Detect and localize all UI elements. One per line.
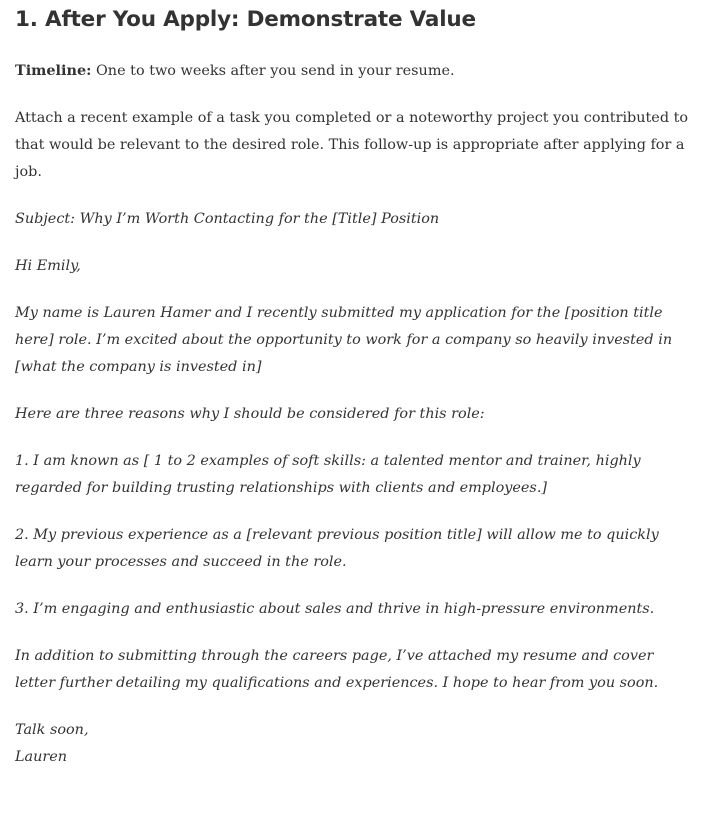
email-greeting: Hi Emily,: [15, 258, 81, 274]
article-section: [15, 6, 691, 771]
email-paragraph-intro: My name is Lauren Hamer and I recently submitted my application for the [position title here] role. I’m excited about the opportunity to work for a company so heavily invested in [what the company is invested in]: [15, 305, 673, 375]
email-signoff: Talk soon,: [15, 722, 89, 738]
reason-item-1: 1. I am known as [ 1 to 2 examples of soft skills: a talented mentor and trainer, highly regarded for building trusting relationships with clients and employees.]: [15, 453, 641, 496]
reason-item-3: 3. I’m engaging and enthusiastic about sales and thrive in high-pressure environments.: [15, 601, 655, 617]
reasons-intro: Here are three reasons why I should be considered for this role:: [15, 406, 485, 422]
timeline-text: One to two weeks after you send in your resume.: [91, 63, 455, 79]
email-subject: Subject: Why I’m Worth Contacting for the [Title] Position: [15, 211, 440, 227]
email-closing-paragraph: In addition to submitting through the careers page, I’ve attached my resume and cover letter further detailing my qualifications and experiences. I hope to hear from you soon.: [15, 648, 659, 691]
email-signoff-block: [15, 717, 691, 771]
section-heading: 1. After You Apply: Demonstrate Value: [15, 7, 476, 32]
timeline-paragraph: [15, 57, 691, 85]
reason-item-2: 2. My previous experience as a [relevant previous position title] will allow me to quickly learn your processes and succeed in the role.: [15, 527, 659, 570]
timeline-label: Timeline:: [15, 62, 92, 79]
email-signature: Lauren: [15, 749, 68, 765]
intro-paragraph: Attach a recent example of a task you completed or a noteworthy project you contributed to that would be relevant to the desired role. This follow-up is appropriate after applying for a job.: [15, 110, 689, 180]
